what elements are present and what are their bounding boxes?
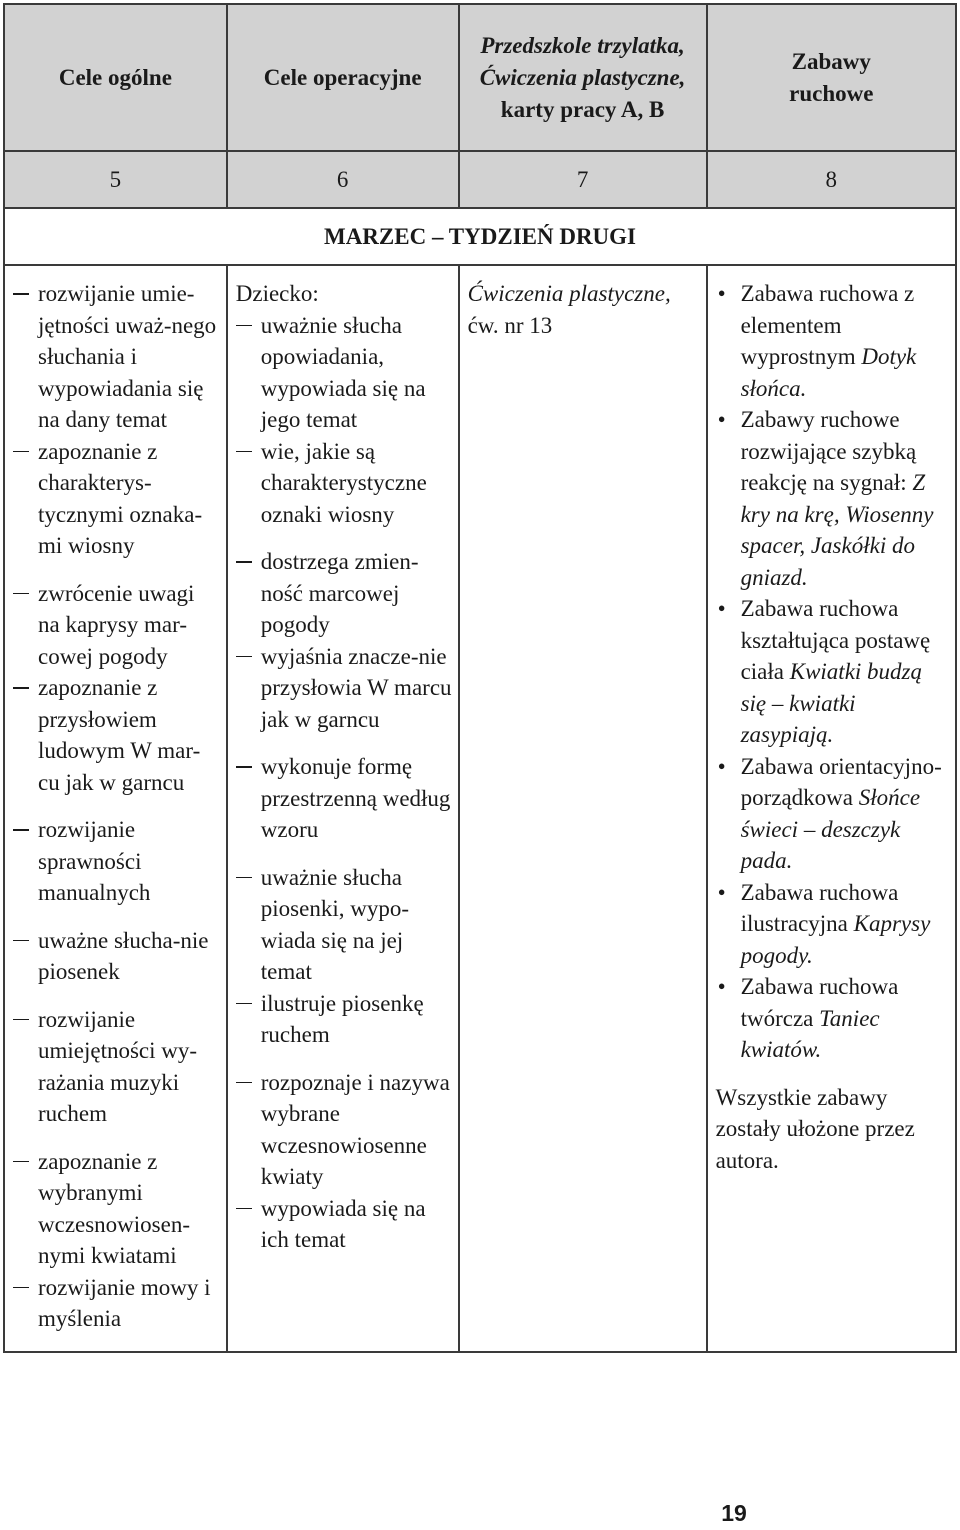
- header-materials-line-3: karty pracy A, B: [500, 96, 665, 122]
- movement-game-item: [716, 971, 945, 1066]
- header-materials-line-1: Przedszkole trzylatka,: [480, 32, 685, 58]
- column-numbers-row: [4, 151, 956, 208]
- movement-game-description: Zabawa ruchowa z elementem wyprostnym: [740, 281, 915, 369]
- general-goal-group: [13, 578, 220, 799]
- movement-game-item: [716, 593, 945, 751]
- general-goal-item: rozwijanie mowy i myślenia: [13, 1272, 220, 1335]
- movement-game-name: Słońce świeci – deszczyk pada.: [740, 785, 921, 873]
- movement-games-list: [708, 266, 955, 1192]
- operational-goal-item: uważnie słucha opowiadania, wypowiada się na jego temat: [236, 310, 452, 436]
- operational-goal-group: [236, 862, 452, 1051]
- header-materials-line-2: Ćwiczenia plastyczne,: [479, 64, 686, 90]
- movement-game-name: Dotyk słońca.: [740, 344, 917, 401]
- general-goals-cell: [4, 265, 227, 1352]
- column-number: 7: [459, 151, 707, 208]
- operational-goal-group: [236, 1067, 452, 1256]
- games-note: Wszystkie zabawy zostały ułożone przez autora.: [715, 1084, 915, 1173]
- exercises-cell: [459, 265, 707, 1352]
- general-goal-group: [13, 278, 220, 562]
- operational-goal-item: rozpoznaje i nazywa wybrane wczesnowiosenne kwiaty: [236, 1067, 452, 1193]
- general-goal-item: zapoznanie z charakterys-tycznymi oznaka-mi wiosny: [13, 436, 220, 562]
- general-goal-item: rozwijanie umie-jętności uważ-nego słuchania i wypowiadania się na dany temat: [13, 278, 220, 436]
- operational-goal-item: wie, jakie są charakterystyczne oznaki wiosny: [236, 436, 452, 531]
- header-row: [4, 4, 956, 151]
- movement-game-description: Zabawa ruchowa kształtująca postawę ciała: [740, 596, 931, 684]
- operational-goal-item: wypowiada się na ich temat: [236, 1193, 452, 1256]
- operational-goals-cell: [227, 265, 459, 1352]
- operational-goal-item: uważnie słucha piosenki, wypo-wiada się na jej temat: [236, 862, 452, 988]
- movement-game-name: Taniec kwiatów.: [740, 1005, 880, 1062]
- movement-game-item: [716, 278, 945, 404]
- lesson-plan-table: [3, 3, 957, 1353]
- general-goal-item: rozwijanie sprawności manualnych: [13, 814, 220, 909]
- movement-game-name: Kaprysy pogody.: [740, 911, 931, 968]
- section-title: MARZEC – TYDZIEŃ DRUGI: [4, 208, 956, 265]
- general-goals-list: [5, 266, 226, 1351]
- movement-game-name: Z kry na krę, Wiosenny spacer, Jaskółki do gniazd.: [740, 470, 934, 590]
- operational-goals-list: [228, 266, 458, 1272]
- column-number: 5: [4, 151, 227, 208]
- header-materials: [459, 4, 707, 151]
- general-goal-item: rozwijanie umiejętności wy-rażania muzyki ruchem: [13, 1004, 220, 1130]
- operational-goal-item: dostrzega zmien-ność marcowej pogody: [236, 546, 452, 641]
- movement-game-name: Kwiatki budzą się – kwiatki zasypiają.: [740, 659, 922, 747]
- movement-game-item: [716, 751, 945, 877]
- header-general-goals: Cele ogólne: [4, 4, 227, 151]
- general-goal-item: zapoznanie z przysłowiem ludowym W mar-cu jak w garncu: [13, 672, 220, 798]
- general-goal-group: [13, 1004, 220, 1130]
- movement-game-description: Zabawa ruchowa ilustracyjna: [740, 879, 899, 936]
- general-goal-group: [13, 925, 220, 988]
- content-row: [4, 265, 956, 1352]
- operational-goal-item: wykonuje formę przestrzenną według wzoru: [236, 751, 452, 846]
- movement-game-description: Zabawa ruchowa twórcza: [740, 974, 899, 1031]
- column-number: 8: [707, 151, 956, 208]
- general-goal-group: [13, 1146, 220, 1335]
- header-movement-games-label: Zabawy ruchowe: [789, 48, 874, 106]
- movement-game-description: Zabawa orientacyjno-porządkowa: [740, 753, 942, 810]
- operational-intro: Dziecko:: [235, 281, 319, 306]
- general-goal-item: zapoznanie z wybranymi wczesnowiosen-nymi kwiatami: [13, 1146, 220, 1272]
- movement-game-description: Zabawy ruchowe rozwijające szybką reakcję na sygnał:: [740, 407, 917, 495]
- operational-goal-item: wyjaśnia znacze-nie przysłowia W marcu jak w garncu: [236, 641, 452, 736]
- column-number: 6: [227, 151, 459, 208]
- movement-game-item: [716, 877, 945, 972]
- header-movement-games: [707, 4, 956, 151]
- operational-goal-group: [236, 751, 452, 846]
- general-goal-group: [13, 814, 220, 909]
- operational-goal-group: [236, 310, 452, 531]
- header-operational-goals: Cele operacyjne: [227, 4, 459, 151]
- page-number: 19: [721, 1500, 747, 1526]
- movement-games-cell: [707, 265, 956, 1352]
- section-title-row: [4, 208, 956, 265]
- general-goal-item: uważne słucha-nie piosenek: [13, 925, 220, 988]
- operational-goal-item: ilustruje piosenkę ruchem: [236, 988, 452, 1051]
- movement-game-item: [716, 404, 945, 593]
- general-goal-item: zwrócenie uwagi na kaprysy mar-cowej pogody: [13, 578, 220, 673]
- exercises-number: ćw. nr 13: [467, 312, 553, 338]
- operational-goal-group: [236, 546, 452, 735]
- exercises-title: Ćwiczenia plastyczne,: [467, 281, 671, 306]
